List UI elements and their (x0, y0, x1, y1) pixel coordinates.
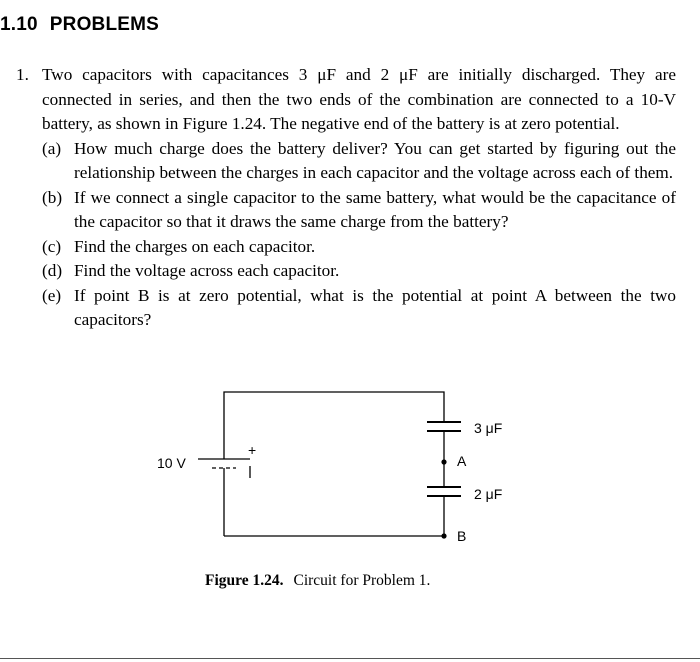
part-text: If we connect a single capacitor to the same battery, what would be the capacitance of the capacitor so that it draws the same charge from the battery? (74, 187, 676, 231)
part-label: (e) (42, 285, 62, 305)
part-text: If point B is at zero potential, what is the potential at point A between the two capacitors? (74, 285, 676, 329)
problem-statement: Two capacitors with capacitances 3 μF and 2 μF are initially discharged. They are connected in series, and then the two ends of the combination are connected to a 10-V battery, as shown in Figure 1.24. The negative end of the battery is at zero potential. (42, 65, 676, 133)
section-number: 1.10 (0, 14, 38, 35)
wire-top (224, 392, 444, 459)
part-label: (d) (42, 261, 63, 280)
section-title: PROBLEMS (49, 14, 160, 35)
part-label: (c) (42, 236, 62, 256)
part-label: (b) (42, 187, 63, 207)
part-text: Find the charges on each capacitor. (74, 236, 316, 256)
part-text: Find the voltage across each capacitor. (74, 261, 340, 280)
problem-number: 1. (16, 65, 29, 84)
capacitor-1-label: 3 μF (474, 420, 503, 436)
node-a-dot (441, 459, 446, 464)
node-b-dot (441, 533, 446, 538)
bottom-divider (0, 658, 700, 659)
node-b-label: B (457, 528, 467, 544)
figure-caption-label: Figure 1.24. (205, 572, 284, 589)
part-label: (a) (42, 138, 62, 158)
figure-caption (205, 572, 430, 590)
part-text: How much charge does the battery deliver? You can get started by figuring out the relationship between the charges in each capacitor and the voltage across each of them. (74, 138, 676, 182)
battery-label: 10 V (157, 455, 186, 471)
node-a-label: A (457, 453, 467, 469)
figure-caption-text: Circuit for Problem 1. (293, 572, 431, 589)
battery-plus-sign: + (248, 442, 257, 458)
capacitor-2-label: 2 μF (474, 486, 503, 502)
